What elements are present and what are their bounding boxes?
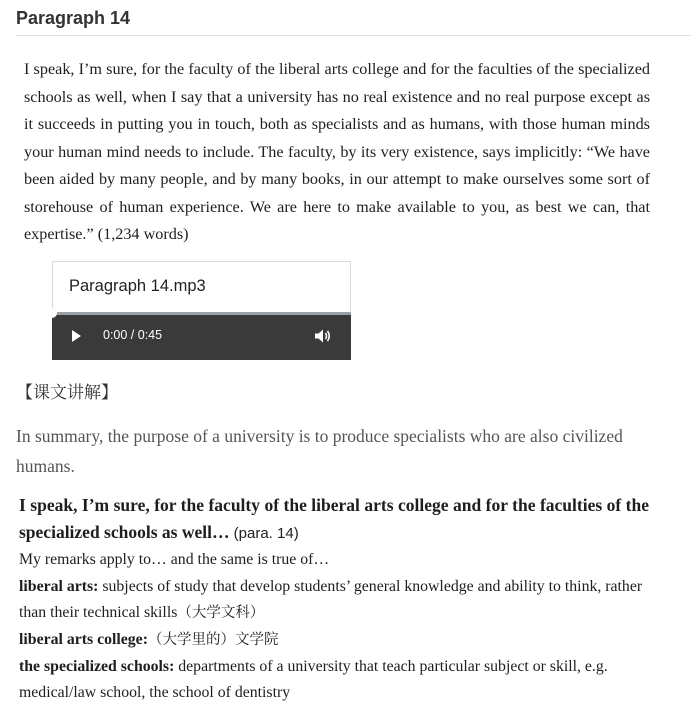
cn-liberal-arts: （大学文科）: [177, 605, 265, 622]
page-title: Paragraph 14: [16, 8, 691, 36]
note-remark: My remarks apply to… and the same is true of…: [19, 551, 330, 569]
term-liberal-arts: liberal arts:: [19, 577, 99, 595]
audio-progress-bar[interactable]: [52, 312, 351, 315]
explanation-notes: [19, 492, 649, 707]
quote-text: I speak, I’m sure, for the faculty of the liberal arts college and for the faculties of the specialized schools as well…: [19, 495, 649, 542]
audio-title: Paragraph 14.mp3: [52, 261, 351, 312]
note-schools: [19, 654, 649, 707]
passage-paragraph: I speak, I’m sure, for the faculty of the liberal arts college and for the faculties of the specialized schools as well, when I say that a university has no real existence and no real purpose except as it succeeds in putting you in touch, both as specialists and as humans, with those human minds your human mind needs to include. The faculty, by its very existence, says implicitly: “We have been aided by many people, and by many books, in our attempt to make ourselves some sort of storehouse of human experience. We are here to make available to you, as best we can, that expertise.” (1,234 words): [24, 60, 650, 243]
play-icon[interactable]: [72, 330, 81, 342]
audio-controls: [52, 312, 351, 360]
audio-seek-handle[interactable]: [47, 308, 57, 318]
note-college: [19, 627, 649, 654]
note-liberal-arts: [19, 574, 649, 627]
def-schools: departments of a university that teach particular subject or skill, e.g. medical/law school, the school of dentistry: [19, 657, 608, 702]
term-college: liberal arts college:: [19, 630, 148, 648]
cn-college: （大学里的）文学院: [147, 631, 279, 648]
audio-player: [52, 261, 351, 360]
audio-time: 0:00 / 0:45: [103, 328, 163, 342]
summary-text: In summary, the purpose of a university is to produce specialists who are also civilized humans.: [16, 426, 623, 476]
volume-icon[interactable]: [314, 328, 332, 344]
def-liberal-arts: subjects of study that develop students’ general knowledge and ability to think, rather than their technical skills: [19, 577, 643, 622]
note-quote: [19, 492, 649, 547]
term-schools: the specialized schools:: [19, 657, 175, 675]
quote-ref: (para. 14): [229, 524, 299, 542]
section-label: 【课文讲解】: [16, 383, 118, 403]
